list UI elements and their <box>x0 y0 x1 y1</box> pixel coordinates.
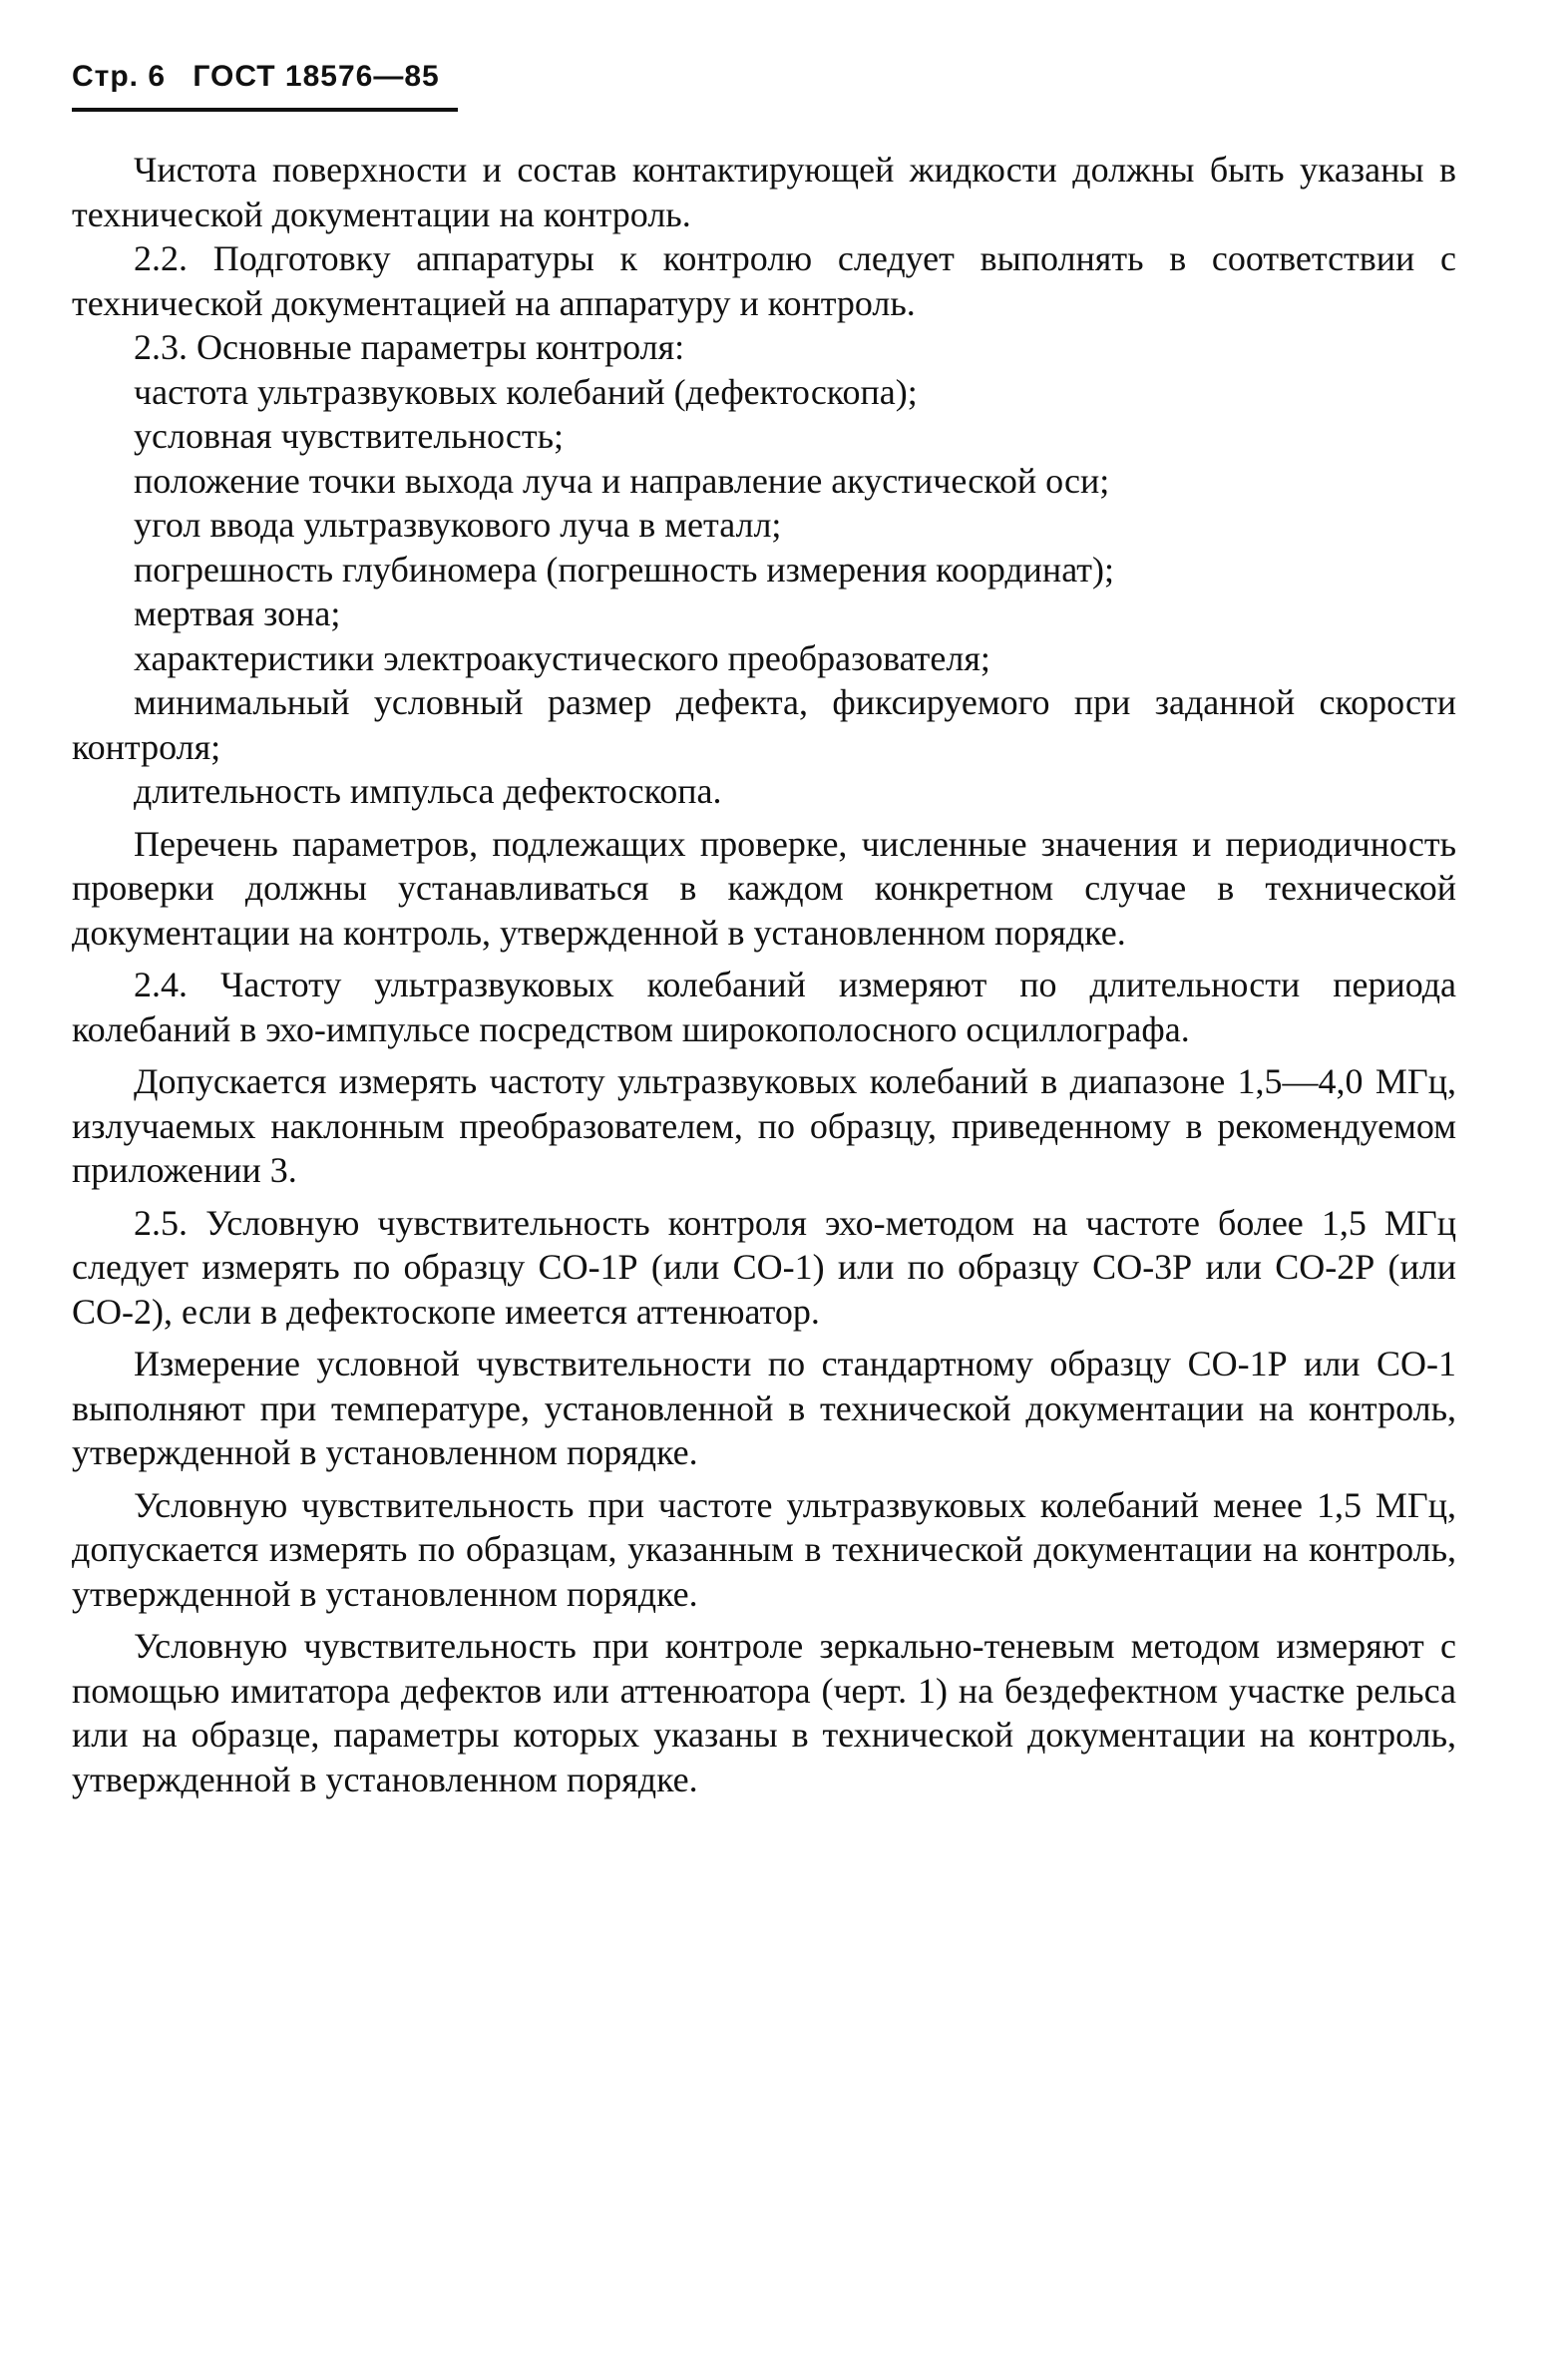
paragraph: Условную чувствительность при контроле зеркально-теневым методом измеряют с помощью имитатора дефектов или аттенюатора (черт. 1) на бездефектном участке рельса или на образце, параметры которых указаны в технической документации на контроль, утвержденной в установленном порядке. <box>72 1626 1456 1799</box>
paragraph: Перечень параметров, подлежащих проверке, численные значения и периодичность проверки должны устанавливаться в каждом конкретном случае в технической документации на контроль, утвержденной в установленном порядке. <box>72 823 1456 953</box>
list-item: погрешность глубиномера (погрешность измерения координат); <box>134 549 1114 590</box>
page-header <box>72 60 458 112</box>
paragraph-2-3: 2.3. Основные параметры контроля: <box>134 327 685 367</box>
body-text <box>72 148 1456 1801</box>
paragraph: Измерение условной чувствительности по стандартному образцу СО-1Р или СО-1 выполняют при температуре, установленной в технической документации на контроль, утвержденной в установленном порядке. <box>72 1344 1456 1472</box>
paragraph-2-5: 2.5. Условную чувствительность контроля эхо-методом на частоте более 1,5 МГц следует измерять по образцу СО-1Р (или СО-1) или по образцу СО-3Р или СО-2Р (или СО-2), если в дефектоскопе имеется аттенюатор. <box>72 1202 1456 1332</box>
list-item: условная чувствительность; <box>134 416 564 456</box>
list-item: угол ввода ультразвукового луча в металл; <box>134 505 782 545</box>
standard-designation: ГОСТ 18576—85 <box>193 60 440 93</box>
list-item: мертвая зона; <box>134 593 341 633</box>
paragraph: Чистота поверхности и состав контактирующей жидкости должны быть указаны в технической документации на контроль. <box>72 150 1456 234</box>
list-item: длительность импульса дефектоскопа. <box>134 771 722 811</box>
document-page <box>72 60 1456 1801</box>
list-item: минимальный условный размер дефекта, фиксируемого при заданной скорости контроля; <box>72 682 1456 767</box>
paragraph-2-2: 2.2. Подготовку аппаратуры к контролю следует выполнять в соответствии с технической документацией на аппаратуру и контроль. <box>72 238 1456 323</box>
list-item: положение точки выхода луча и направление акустической оси; <box>134 460 1110 501</box>
list-item: характеристики электроакустического преобразователя; <box>134 637 990 678</box>
list-item: частота ультразвуковых колебаний (дефектоскопа); <box>134 371 918 412</box>
paragraph: Допускается измерять частоту ультразвуковых колебаний в диапазоне 1,5—4,0 МГц, излучаемых наклонным преобразователем, по образцу, приведенному в рекомендуемом приложении 3. <box>72 1061 1456 1190</box>
page-number: Стр. 6 <box>72 60 167 93</box>
paragraph-2-4: 2.4. Частоту ультразвуковых колебаний измеряют по длительности периода колебаний в эхо-импульсе посредством широкополосного осциллографа. <box>72 965 1456 1049</box>
paragraph: Условную чувствительность при частоте ультразвуковых колебаний менее 1,5 МГц, допускается измерять по образцам, указанным в технической документации на контроль, утвержденной в установленном порядке. <box>72 1484 1456 1614</box>
